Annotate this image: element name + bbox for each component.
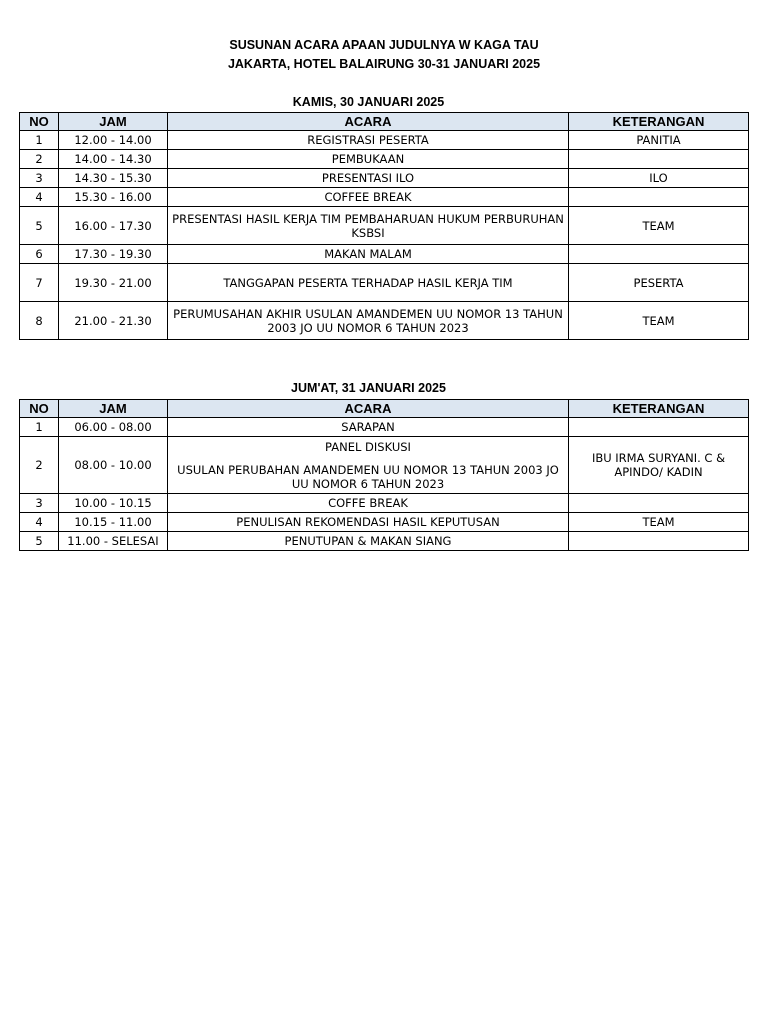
cell-no: 4 [20,513,59,532]
cell-acara: COFFEE BREAK [168,188,569,207]
cell-keterangan: IBU IRMA SURYANI. C & APINDO/ KADIN [569,437,749,494]
cell-keterangan [569,532,749,551]
cell-no: 2 [20,150,59,169]
cell-no: 8 [20,302,59,340]
table-row [20,245,749,264]
day1-schedule-table [19,112,749,340]
cell-jam: 19.30 - 21.00 [59,264,168,302]
cell-acara: PERUMUSAHAN AKHIR USULAN AMANDEMEN UU NOMOR 13 TAHUN 2003 JO UU NOMOR 6 TAHUN 2023 [168,302,569,340]
cell-acara: TANGGAPAN PESERTA TERHADAP HASIL KERJA TIM [168,264,569,302]
cell-acara: REGISTRASI PESERTA [168,131,569,150]
day2-title: JUM'AT, 31 JANUARI 2025 [291,381,446,395]
cell-acara: PENUTUPAN & MAKAN SIANG [168,532,569,551]
table-row [20,418,749,437]
cell-keterangan: TEAM [569,302,749,340]
cell-keterangan: TEAM [569,513,749,532]
cell-acara: PRESENTASI HASIL KERJA TIM PEMBAHARUAN HUKUM PERBURUHAN KSBSI [168,207,569,245]
cell-keterangan [569,188,749,207]
column-header-acara: ACARA [168,400,569,418]
cell-keterangan: ILO [569,169,749,188]
cell-acara: COFFE BREAK [168,494,569,513]
cell-jam: 10.00 - 10.15 [59,494,168,513]
cell-jam: 06.00 - 08.00 [59,418,168,437]
table-header-row [20,400,749,418]
cell-acara: PRESENTASI ILO [168,169,569,188]
acara-panel-detail: USULAN PERUBAHAN AMANDEMEN UU NOMOR 13 TAHUN 2003 JO UU NOMOR 6 TAHUN 2023 [177,462,559,491]
day1-title: KAMIS, 30 JANUARI 2025 [292,95,445,109]
cell-jam: 21.00 - 21.30 [59,302,168,340]
cell-acara: MAKAN MALAM [168,245,569,264]
acara-panel-title: PANEL DISKUSI [325,439,411,454]
cell-jam: 16.00 - 17.30 [59,207,168,245]
cell-acara: SARAPAN [168,418,569,437]
cell-jam: 14.00 - 14.30 [59,150,168,169]
day2-schedule-table [19,399,749,551]
table-row [20,207,749,245]
cell-acara [168,437,569,494]
cell-no: 7 [20,264,59,302]
column-header-jam: JAM [59,113,168,131]
cell-acara: PEMBUKAAN [168,150,569,169]
table-row [20,150,749,169]
table-row [20,188,749,207]
table-row [20,131,749,150]
cell-no: 3 [20,169,59,188]
cell-no: 1 [20,418,59,437]
table-row [20,264,749,302]
column-header-no: NO [20,113,59,131]
line-gap [171,454,565,463]
document-title: SUSUNAN ACARA APAAN JUDULNYA W KAGA TAU [229,38,539,52]
cell-no: 5 [20,532,59,551]
document-subtitle: JAKARTA, HOTEL BALAIRUNG 30-31 JANUARI 2025 [227,57,541,71]
cell-no: 2 [20,437,59,494]
cell-no: 4 [20,188,59,207]
table-row [20,494,749,513]
cell-jam: 12.00 - 14.00 [59,131,168,150]
cell-jam: 15.30 - 16.00 [59,188,168,207]
column-header-acara: ACARA [168,113,569,131]
cell-no: 5 [20,207,59,245]
column-header-jam: JAM [59,400,168,418]
cell-jam: 14.30 - 15.30 [59,169,168,188]
cell-keterangan: PESERTA [569,264,749,302]
column-header-keterangan: KETERANGAN [569,400,749,418]
table-row [20,532,749,551]
cell-keterangan [569,150,749,169]
cell-jam: 11.00 - SELESAI [59,532,168,551]
cell-keterangan [569,418,749,437]
cell-acara: PENULISAN REKOMENDASI HASIL KEPUTUSAN [168,513,569,532]
cell-no: 6 [20,245,59,264]
column-header-keterangan: KETERANGAN [569,113,749,131]
table-row [20,302,749,340]
cell-jam: 08.00 - 10.00 [59,437,168,494]
cell-no: 3 [20,494,59,513]
table-row [20,169,749,188]
table-row [20,437,749,494]
cell-keterangan: TEAM [569,207,749,245]
cell-keterangan [569,245,749,264]
table-header-row [20,113,749,131]
cell-jam: 17.30 - 19.30 [59,245,168,264]
cell-no: 1 [20,131,59,150]
column-header-no: NO [20,400,59,418]
cell-jam: 10.15 - 11.00 [59,513,168,532]
table-row [20,513,749,532]
cell-keterangan [569,494,749,513]
cell-keterangan: PANITIA [569,131,749,150]
